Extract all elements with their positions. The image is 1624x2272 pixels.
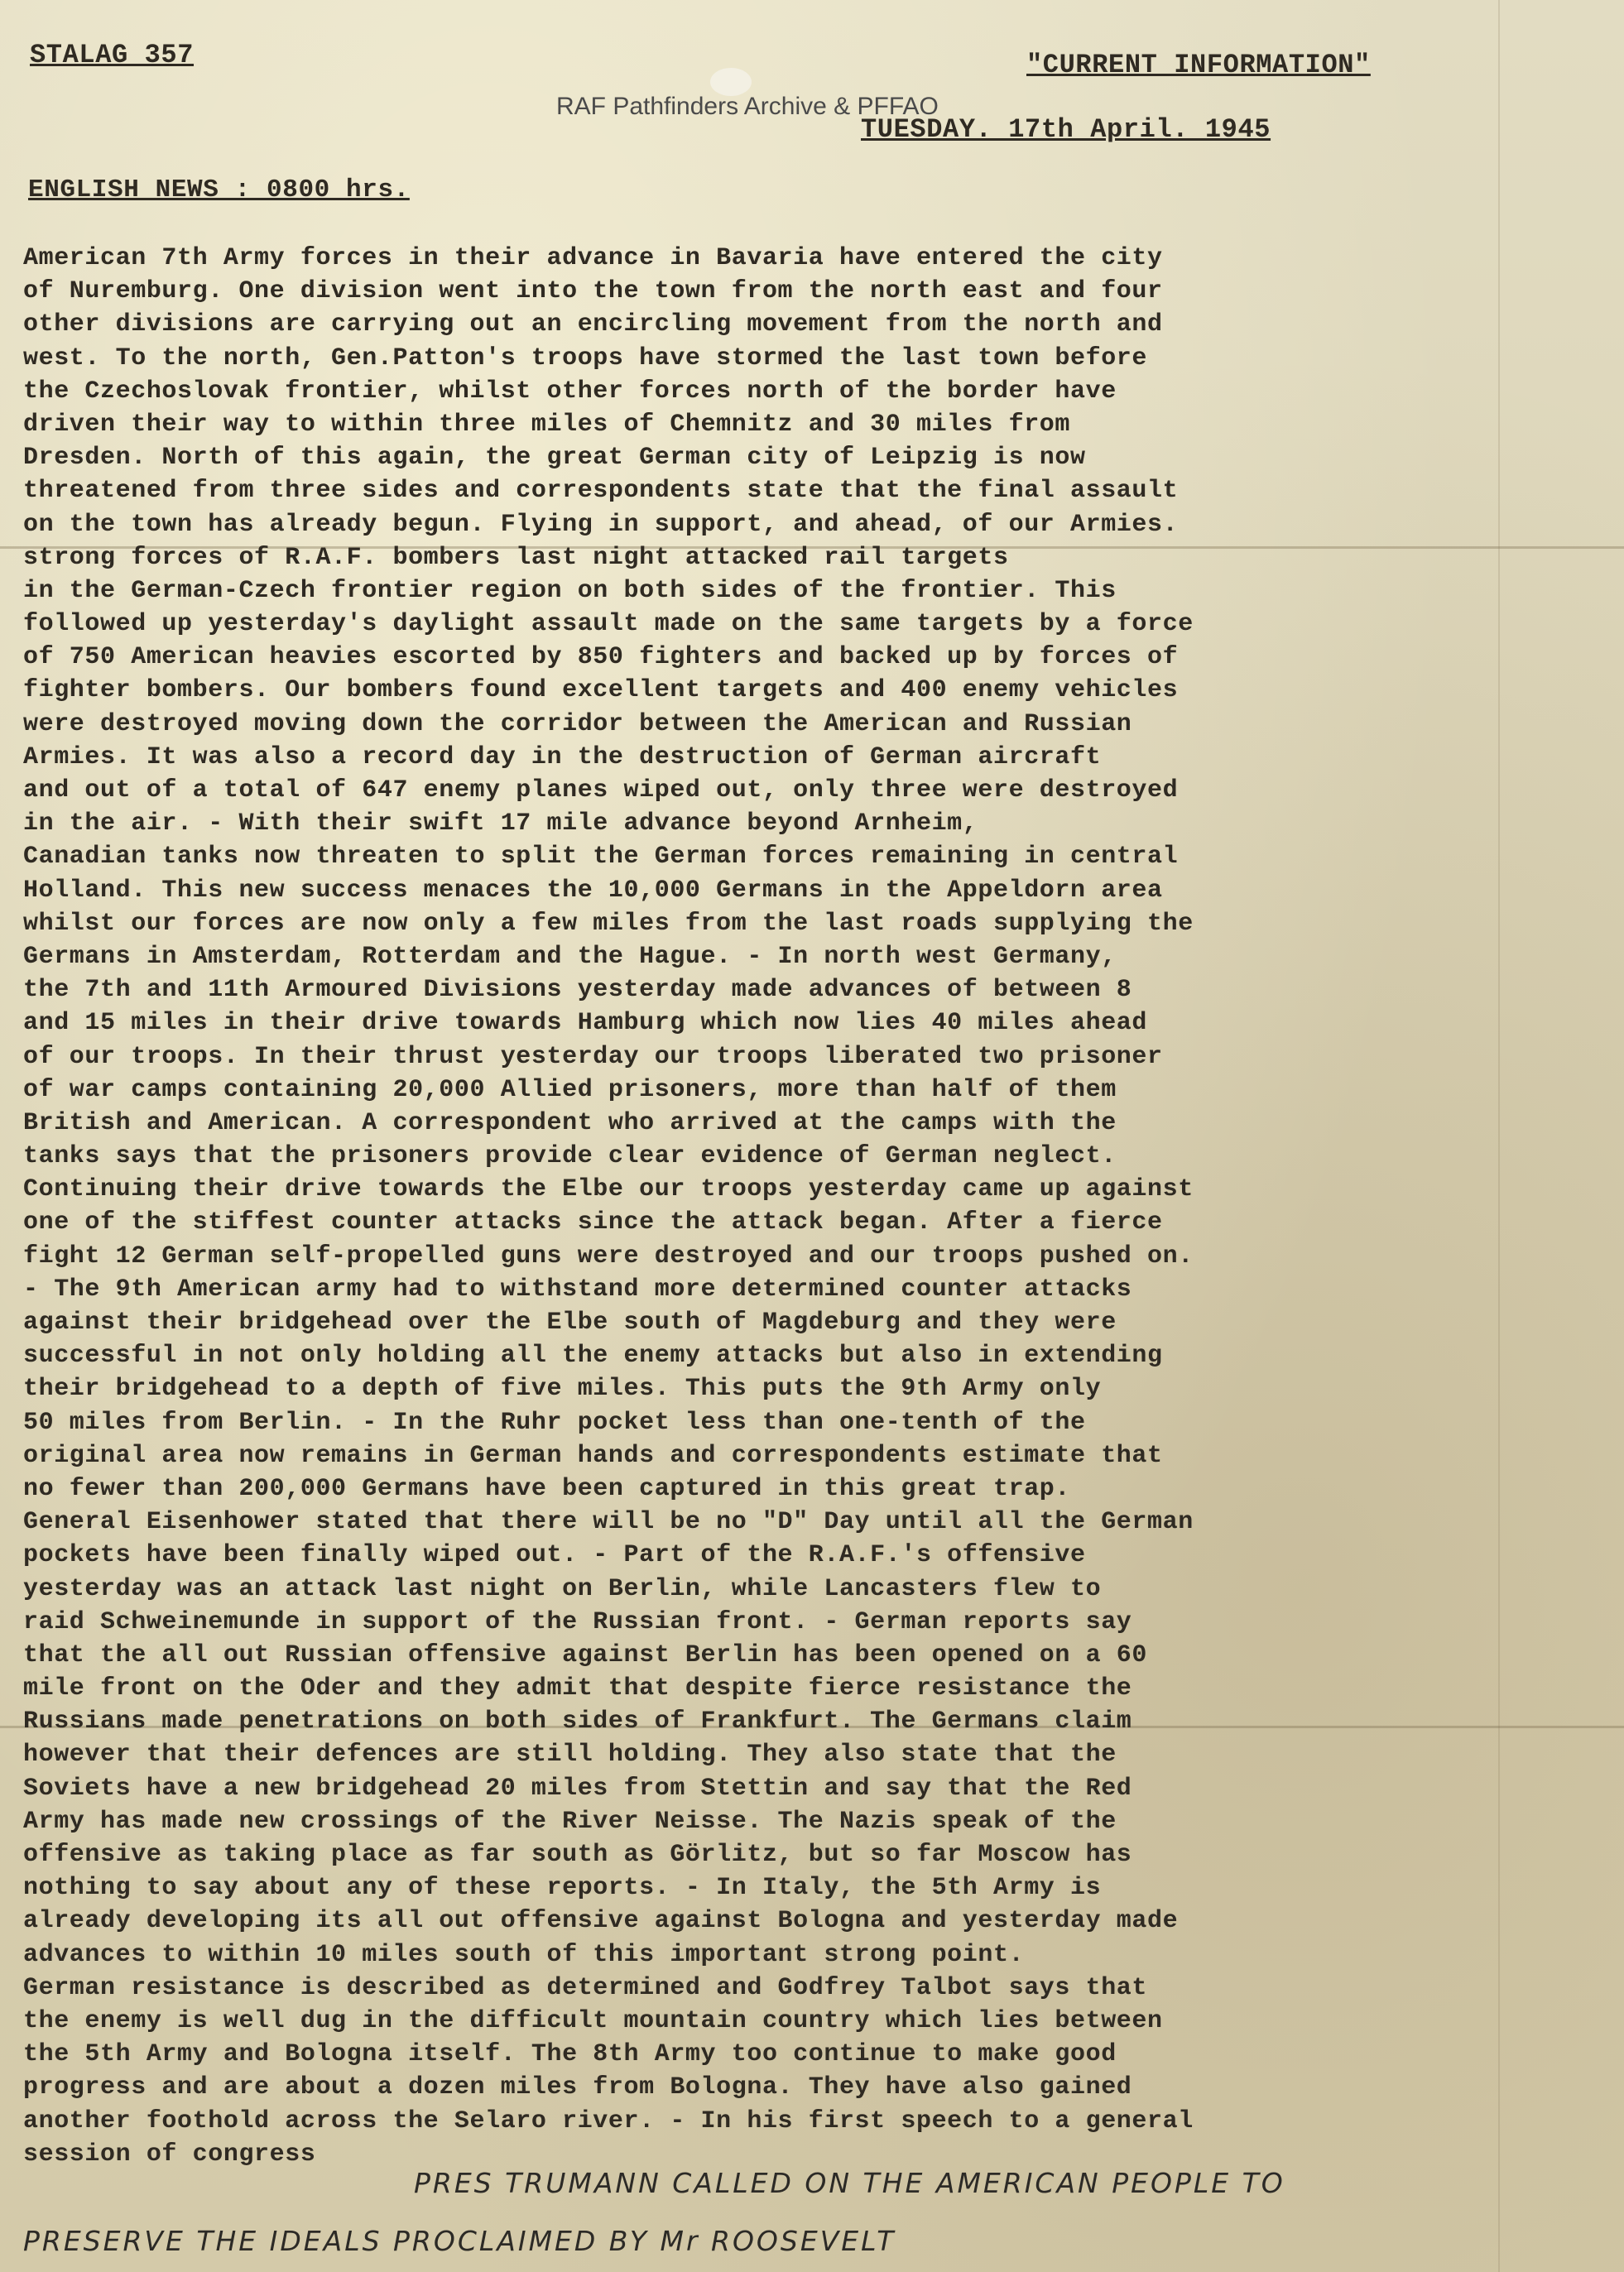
- text-line: original area now remains in German hands and correspondents estimate that: [23, 1441, 1163, 1470]
- news-body: [23, 242, 1596, 2171]
- text-line: tanks says that the prisoners provide clear evidence of German neglect.: [23, 1142, 1117, 1171]
- text-line: of war camps containing 20,000 Allied prisoners, more than half of them: [23, 1075, 1117, 1104]
- text-line: pockets have been finally wiped out. - Part of the R.A.F.'s offensive: [23, 1541, 1086, 1570]
- text-line: General Eisenhower stated that there will be no "D" Day until all the German: [23, 1508, 1194, 1537]
- text-line: against their bridgehead over the Elbe south of Magdeburg and they were: [23, 1309, 1117, 1337]
- text-line: strong forces of R.A.F. bombers last night attacked rail targets: [23, 543, 1009, 572]
- text-line: other divisions are carrying out an encircling movement from the north and: [23, 310, 1163, 339]
- text-line: followed up yesterday's daylight assault made on the same targets by a force: [23, 610, 1194, 639]
- text-line: Continuing their drive towards the Elbe our troops yesterday came up against: [23, 1175, 1194, 1204]
- text-line: in the German-Czech frontier region on both sides of the frontier. This: [23, 576, 1117, 605]
- text-line: advances to within 10 miles south of this important strong point.: [23, 1940, 1025, 1969]
- text-line: British and American. A correspondent who arrived at the camps with the: [23, 1108, 1117, 1137]
- text-line: yesterday was an attack last night on Berlin, while Lancasters flew to: [23, 1574, 1102, 1603]
- text-line: 50 miles from Berlin. - In the Ruhr pocket less than one-tenth of the: [23, 1408, 1086, 1437]
- text-line: the 7th and 11th Armoured Divisions yesterday made advances of between 8: [23, 976, 1132, 1005]
- archive-watermark: RAF Pathfinders Archive & PFFAO: [556, 93, 939, 120]
- text-line: threatened from three sides and correspondents state that the final assault: [23, 477, 1179, 506]
- text-line: no fewer than 200,000 Germans have been captured in this great trap.: [23, 1474, 1070, 1503]
- text-line: Soviets have a new bridgehead 20 miles from Stettin and say that the Red: [23, 1774, 1132, 1803]
- text-line: the Czechoslovak frontier, whilst other forces north of the border have: [23, 377, 1117, 406]
- bulletin-title: "CURRENT INFORMATION": [1026, 50, 1371, 80]
- section-heading: ENGLISH NEWS : 0800 hrs.: [28, 175, 410, 204]
- text-line: the enemy is well dug in the difficult mountain country which lies between: [23, 2006, 1163, 2035]
- text-line: offensive as taking place as far south as Görlitz, but so far Moscow has: [23, 1841, 1132, 1869]
- text-line: on the town has already begun. Flying in support, and ahead, of our Armies.: [23, 510, 1179, 539]
- text-line: Armies. It was also a record day in the destruction of German aircraft: [23, 742, 1102, 771]
- text-line: fighter bombers. Our bombers found excellent targets and 400 enemy vehicles: [23, 676, 1179, 705]
- text-line: one of the stiffest counter attacks since the attack began. After a fierce: [23, 1208, 1163, 1237]
- text-line: their bridgehead to a depth of five miles. This puts the 9th Army only: [23, 1375, 1102, 1404]
- text-line: progress and are about a dozen miles from Bologna. They have also gained: [23, 2073, 1132, 2102]
- text-line: already developing its all out offensive against Bologna and yesterday made: [23, 1907, 1179, 1936]
- text-line: Russians made penetrations on both sides of Frankfurt. The Germans claim: [23, 1708, 1132, 1736]
- text-line: mile front on the Oder and they admit that despite fierce resistance the: [23, 1674, 1132, 1703]
- text-line: session of congress: [23, 2140, 316, 2169]
- text-line: German resistance is described as determined and Godfrey Talbot says that: [23, 1973, 1148, 2002]
- text-line: the 5th Army and Bologna itself. The 8th Army too continue to make good: [23, 2040, 1117, 2069]
- text-line: that the all out Russian offensive against Berlin has been opened on a 60: [23, 1640, 1148, 1669]
- text-line: of our troops. In their thrust yesterday our troops liberated two prisoner: [23, 1042, 1163, 1071]
- text-line: fight 12 German self-propelled guns were destroyed and our troops pushed on.: [23, 1242, 1194, 1270]
- text-line: were destroyed moving down the corridor between the American and Russian: [23, 709, 1132, 738]
- text-line: whilst our forces are now only a few miles from the last roads supplying the: [23, 909, 1194, 938]
- text-line: nothing to say about any of these reports. - In Italy, the 5th Army is: [23, 1874, 1102, 1903]
- text-line: American 7th Army forces in their advance in Bavaria have entered the city: [23, 244, 1163, 272]
- text-line: west. To the north, Gen.Patton's troops have stormed the last town before: [23, 343, 1148, 372]
- camp-name: STALAG 357: [30, 40, 195, 70]
- text-line: in the air. - With their swift 17 mile advance beyond Arnheim,: [23, 809, 978, 838]
- handwritten-note-line: PRES TRUMANN CALLED ON THE AMERICAN PEOPLE TO: [414, 2167, 1285, 2199]
- text-line: successful in not only holding all the enemy attacks but also in extending: [23, 1342, 1163, 1371]
- text-line: Canadian tanks now threaten to split the German forces remaining in central: [23, 843, 1179, 872]
- text-line: Dresden. North of this again, the great German city of Leipzig is now: [23, 444, 1086, 473]
- text-line: and 15 miles in their drive towards Hamburg which now lies 40 miles ahead: [23, 1009, 1148, 1038]
- bulletin-date: TUESDAY. 17th April. 1945: [861, 114, 1271, 145]
- paper-damage-hole: [710, 68, 752, 96]
- text-line: and out of a total of 647 enemy planes wiped out, only three were destroyed: [23, 776, 1179, 805]
- text-line: of Nuremburg. One division went into the town from the north east and four: [23, 277, 1163, 306]
- text-line: Germans in Amsterdam, Rotterdam and the Hague. - In north west Germany,: [23, 942, 1117, 971]
- text-line: another foothold across the Selaro river. - In his first speech to a general: [23, 2106, 1194, 2135]
- text-line: driven their way to within three miles of Chemnitz and 30 miles from: [23, 410, 1070, 439]
- handwritten-note-line: PRESERVE THE IDEALS PROCLAIMED BY Mr ROOSEVELT: [23, 2225, 896, 2257]
- text-line: of 750 American heavies escorted by 850 fighters and backed up by forces of: [23, 643, 1179, 672]
- text-line: raid Schweinemunde in support of the Russian front. - German reports say: [23, 1607, 1132, 1636]
- text-line: - The 9th American army had to withstand more determined counter attacks: [23, 1275, 1132, 1304]
- text-line: Army has made new crossings of the River Neisse. The Nazis speak of the: [23, 1807, 1117, 1836]
- text-line: however that their defences are still holding. They also state that the: [23, 1741, 1117, 1770]
- text-line: Holland. This new success menaces the 10,000 Germans in the Appeldorn area: [23, 876, 1163, 905]
